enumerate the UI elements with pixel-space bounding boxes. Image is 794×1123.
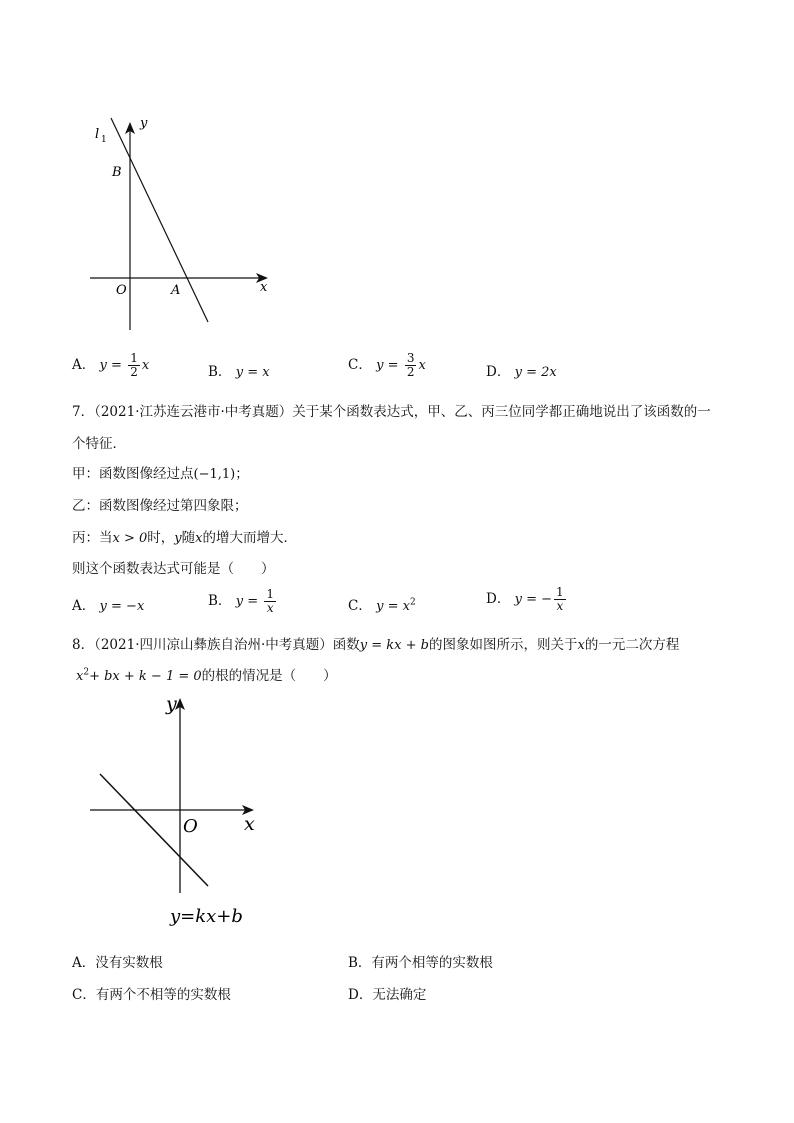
q6-option-c[interactable] <box>348 352 426 379</box>
q8-option-a[interactable]: A．没有实数根 <box>72 955 163 971</box>
q8-stem-line1: 8．（2021·四川凉山彝族自治州·中考真题）函数y = kx + b的图象如图所示，则关于x的一元二次方程 <box>72 637 680 653</box>
graph-kx-plus-b <box>82 690 282 935</box>
q7-condition-jia: 甲：函数图像经过点(−1,1)； <box>72 466 249 482</box>
option-prefix: C． <box>348 357 372 373</box>
q7-option-c[interactable]: C． $y = x^2$ <box>348 597 416 614</box>
fraction: $\frac{1}{2}$ <box>130 351 138 379</box>
label-y: y <box>140 116 148 131</box>
q7-option-a[interactable]: A． y = −x <box>72 598 145 614</box>
q7-stem-line1: 7．（2021·江苏连云港市·中考真题）关于某个函数表达式，甲、乙、丙三位同学都正确地说出了该函数的一 <box>72 404 711 420</box>
fraction: $\frac{1}{x}$ <box>556 585 564 613</box>
q6-option-d[interactable] <box>486 360 557 380</box>
q8-option-b[interactable]: B．有两个相等的实数根 <box>348 955 493 971</box>
option-var: x <box>141 358 150 373</box>
fraction: $\frac{1}{x}$ <box>266 587 275 615</box>
q6-option-b[interactable] <box>208 360 270 380</box>
q8-option-c[interactable]: C．有两个不相等的实数根 <box>72 987 231 1003</box>
label-x: x <box>244 813 255 835</box>
label-o: O <box>116 283 127 298</box>
q7-condition-bing: 丙：当x > 0时，y随x的增大而增大． <box>72 530 297 546</box>
label-y: y <box>166 693 177 715</box>
q7-condition-yi: 乙：函数图像经过第四象限； <box>72 498 248 514</box>
label-b: B <box>112 165 122 180</box>
label-l1: l <box>95 127 100 142</box>
q6-option-a[interactable] <box>72 352 149 379</box>
q7-option-b[interactable]: B． y = $\frac{1}{x}$ <box>208 587 275 615</box>
q8-stem-line2: $x^2+$ bx + k − 1 = 0的根的情况是（ ） <box>76 667 337 684</box>
label-x: x <box>260 280 268 295</box>
option-lhs: y = <box>99 358 122 373</box>
label-o: O <box>183 816 198 837</box>
fraction: $\frac{3}{2}$ <box>406 351 415 379</box>
option-var: x <box>418 358 426 373</box>
option-prefix: A． <box>72 357 96 373</box>
label-a: A <box>171 283 181 298</box>
graph-line-l1 <box>80 108 280 338</box>
q8-option-d[interactable]: D．无法确定 <box>348 987 427 1003</box>
option-expr: y = 2x <box>514 365 557 380</box>
option-prefix: B． <box>208 364 232 380</box>
option-expr: y = x <box>235 365 270 380</box>
option-prefix: D． <box>486 364 511 380</box>
q7-option-d[interactable]: D． y = − $\frac{1}{x}$ <box>486 585 564 613</box>
q7-question: 则这个函数表达式可能是（ ） <box>72 561 275 577</box>
option-lhs: y = <box>376 358 399 373</box>
q7-stem-line2: 个特征． <box>72 436 126 452</box>
graph-caption: y=kx+b <box>170 906 243 927</box>
label-l1-sub: 1 <box>101 135 107 145</box>
